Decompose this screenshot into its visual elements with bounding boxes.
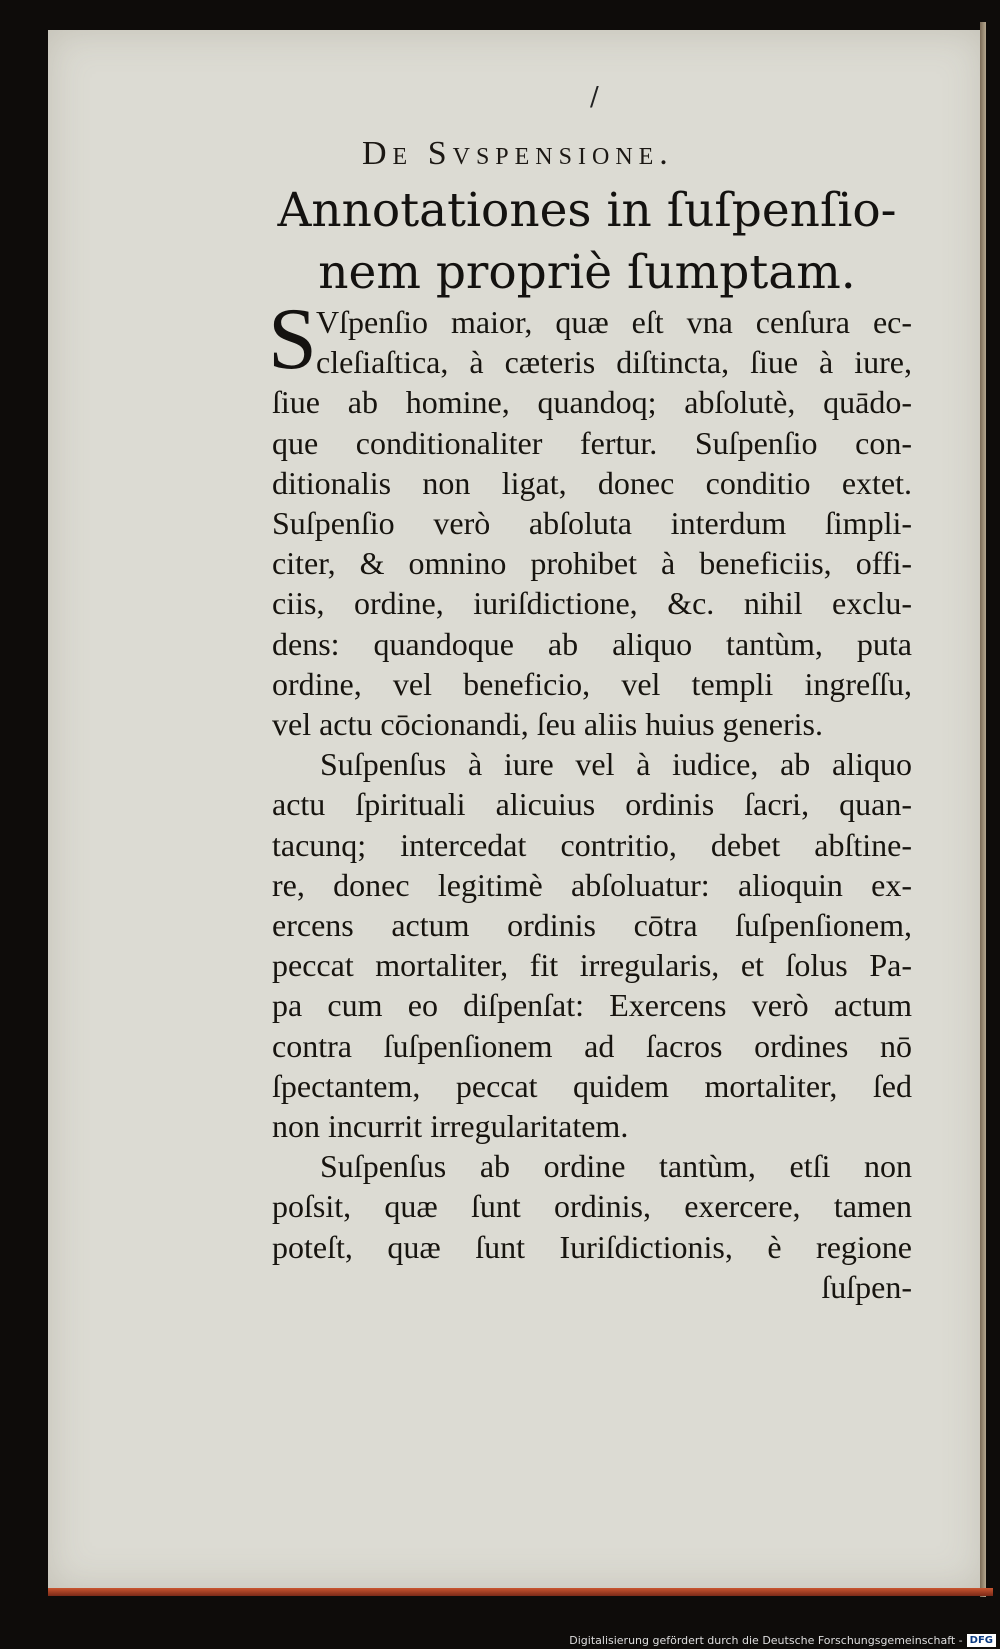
text-line: ercens actum ordinis cōtra ſuſpenſionem, xyxy=(272,907,912,944)
footer-text: Digitalisierung gefördert durch die Deutsche Forschungsgemeinschaft - xyxy=(569,1634,963,1647)
dfg-logo: DFG xyxy=(967,1634,996,1647)
body-text xyxy=(272,302,912,1307)
text-line: ſiue ab homine, quandoq; abſolutè, quādo- xyxy=(272,384,912,421)
title-line: nem propriè ſumptam. xyxy=(318,245,856,300)
text-line: ordine, vel beneficio, vel templi ingreſſu, xyxy=(272,665,912,702)
book-bottom-edge xyxy=(48,1588,993,1596)
text-line: contra ſuſpenſionem ad ſacros ordines nō xyxy=(272,1027,912,1064)
text-line: re, donec legitimè abſoluatur: alioquin ex- xyxy=(272,866,912,903)
running-head: De Svspensione. xyxy=(362,135,674,172)
drop-cap: S xyxy=(268,291,317,388)
text-line: Vſpenſio maior, quæ eſt vna cenſura ec- xyxy=(316,304,912,340)
catchword: ſuſpen- xyxy=(821,1268,912,1305)
text-line: ciis, ordine, iuriſdictione, &c. nihil exclu- xyxy=(272,585,912,622)
text-line: non incurrit irregularitatem. xyxy=(272,1108,629,1145)
page-edge xyxy=(980,22,986,1597)
text-line: pa cum eo diſpenſat: Exercens verò actum xyxy=(272,987,912,1024)
text-line: peccat mortaliter, fit irregularis, et ſolus Pa- xyxy=(272,947,912,984)
text-line: Suſpenſus à iure vel à iudice, ab aliquo xyxy=(320,746,912,783)
text-line: actu ſpirituali alicuius ordinis ſacri, quan- xyxy=(272,786,912,823)
text-line: que conditionaliter fertur. Suſpenſio con- xyxy=(272,424,912,461)
text-line: Suſpenſus ab ordine tantùm, etſi non xyxy=(320,1148,912,1185)
text-line: dens: quandoque ab aliquo tantùm, puta xyxy=(272,625,912,662)
digitization-footer xyxy=(569,1634,996,1647)
text-line: cleſiaſtica, à cæteris diſtincta, ſiue à iure, xyxy=(316,344,912,381)
text-line: poſsit, quæ ſunt ordinis, exercere, tamen xyxy=(272,1188,912,1225)
title-line: Annotationes in ſuſpenſio- xyxy=(277,183,897,238)
text-line: Suſpenſio verò abſoluta interdum ſimpli- xyxy=(272,505,912,542)
text-line: citer, & omnino prohibet à beneficiis, offi- xyxy=(272,545,912,582)
text-line: vel actu cōcionandi, ſeu aliis huius generis. xyxy=(272,706,823,743)
page-mark: / xyxy=(590,82,599,112)
text-line: tacunq; intercedat contritio, debet abſtine- xyxy=(272,826,912,863)
text-line: ditionalis non ligat, donec conditio extet. xyxy=(272,464,912,501)
section-title xyxy=(262,180,912,304)
text-line: poteſt, quæ ſunt Iuriſdictionis, è regione xyxy=(272,1228,912,1265)
text-line: ſpectantem, peccat quidem mortaliter, ſed xyxy=(272,1067,912,1104)
